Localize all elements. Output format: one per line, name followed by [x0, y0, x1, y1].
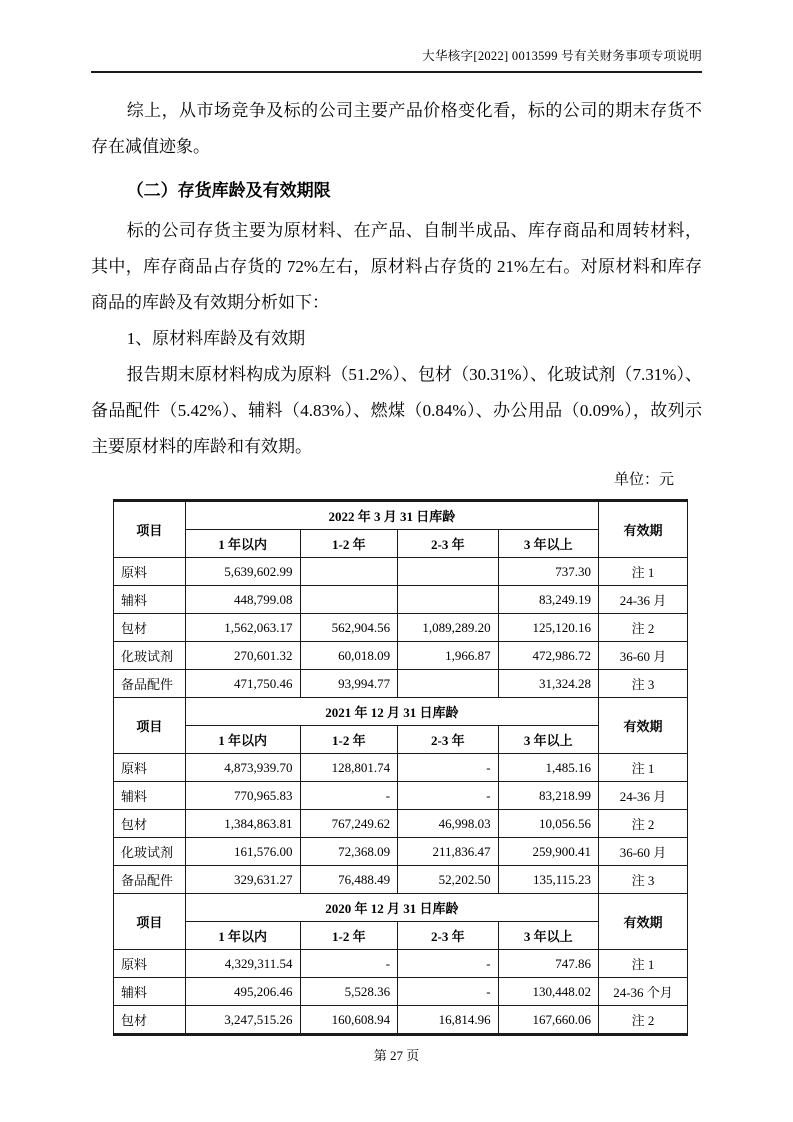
table-cell-date-header: 2022 年 3 月 31 日库龄 — [185, 501, 598, 530]
table-cell-validity: 注 2 — [599, 1006, 688, 1035]
table-cell-validity: 注 2 — [599, 810, 688, 838]
table-cell-validity-header: 有效期 — [599, 501, 688, 558]
table-row — [114, 586, 688, 614]
table-cell-value — [398, 586, 498, 614]
table-cell-age-header: 1 年以内 — [185, 922, 300, 950]
table-cell-age-header: 2-3 年 — [398, 726, 498, 754]
table-cell-date-header: 2020 年 12 月 31 日库龄 — [185, 894, 598, 922]
table-cell-item: 备品配件 — [114, 670, 186, 698]
table-cell-value: 770,965.83 — [185, 782, 300, 810]
header-title: 大华核字[2022] 0013599 号有关财务事项专项说明 — [422, 49, 702, 63]
table-cell-date-header: 2021 年 12 月 31 日库龄 — [185, 698, 598, 726]
table-cell-item: 包材 — [114, 810, 186, 838]
table-cell-value: 76,488.49 — [300, 866, 398, 894]
table-cell-value: 448,799.08 — [185, 586, 300, 614]
table-cell-value: 747.86 — [498, 950, 598, 978]
table-cell-item-header: 项目 — [114, 501, 186, 558]
table-cell-value: 83,249.19 — [498, 586, 598, 614]
table-cell-value: 495,206.46 — [185, 978, 300, 1006]
table-cell-validity: 24-36 个月 — [599, 978, 688, 1006]
table-header-row — [114, 698, 688, 726]
table-cell-validity: 注 1 — [599, 754, 688, 782]
table-cell-age-header: 1-2 年 — [300, 922, 398, 950]
table-cell-age-header: 1-2 年 — [300, 726, 398, 754]
table-cell-value: 52,202.50 — [398, 866, 498, 894]
table-cell-age-header: 2-3 年 — [398, 530, 498, 558]
table-section-2022 — [114, 501, 688, 698]
table-cell-item: 备品配件 — [114, 866, 186, 894]
table-row — [114, 1006, 688, 1035]
page-number: 第 27 页 — [373, 1048, 420, 1063]
table-cell-value: 737.30 — [498, 558, 598, 586]
table-row — [114, 866, 688, 894]
paragraph-conclusion: 综上，从市场竞争及标的公司主要产品价格变化看，标的公司的期末存货不存在减值迹象。 — [91, 101, 702, 156]
table-cell-age-header: 3 年以上 — [498, 530, 598, 558]
table-cell-age-header: 3 年以上 — [498, 726, 598, 754]
table-cell-item: 原料 — [114, 754, 186, 782]
table-cell-age-header: 3 年以上 — [498, 922, 598, 950]
table-cell-value: 767,249.62 — [300, 810, 398, 838]
table-cell-item: 化玻试剂 — [114, 642, 186, 670]
table-cell-item: 包材 — [114, 614, 186, 642]
table-cell-value: 259,900.41 — [498, 838, 598, 866]
table-cell-value: 329,631.27 — [185, 866, 300, 894]
table-cell-value: 471,750.46 — [185, 670, 300, 698]
table-cell-value: 161,576.00 — [185, 838, 300, 866]
table-cell-item: 原料 — [114, 558, 186, 586]
unit-label: 单位：元 — [613, 472, 674, 488]
table-cell-value: 3,247,515.26 — [185, 1006, 300, 1035]
table-section-2021 — [114, 698, 688, 894]
table-cell-age-header: 2-3 年 — [398, 922, 498, 950]
table-cell-value: - — [398, 978, 498, 1006]
table-row — [114, 670, 688, 698]
table-cell-item: 辅料 — [114, 978, 186, 1006]
table-cell-value: 72,368.09 — [300, 838, 398, 866]
table-cell-value: 5,639,602.99 — [185, 558, 300, 586]
table-row — [114, 978, 688, 1006]
table-cell-value: 1,485.16 — [498, 754, 598, 782]
page-header — [91, 46, 702, 73]
table-header-row — [114, 501, 688, 530]
table-cell-validity: 注 3 — [599, 670, 688, 698]
table-cell-item: 辅料 — [114, 586, 186, 614]
table-cell-age-header: 1 年以内 — [185, 530, 300, 558]
table-cell-value: 130,448.02 — [498, 978, 598, 1006]
table-cell-value: 125,120.16 — [498, 614, 598, 642]
table-cell-value: 93,994.77 — [300, 670, 398, 698]
table-cell-value: 31,324.28 — [498, 670, 598, 698]
table-cell-value: - — [398, 950, 498, 978]
table-cell-value: 167,660.06 — [498, 1006, 598, 1035]
table-cell-validity: 36-60 月 — [599, 838, 688, 866]
table-cell-value: 135,115.23 — [498, 866, 598, 894]
table-cell-value: 562,904.56 — [300, 614, 398, 642]
table-row — [114, 838, 688, 866]
table-cell-value: 472,986.72 — [498, 642, 598, 670]
table-cell-value: 1,562,063.17 — [185, 614, 300, 642]
table-row — [114, 754, 688, 782]
table-cell-value: 1,384,863.81 — [185, 810, 300, 838]
header-divider — [91, 71, 702, 73]
table-cell-value: 83,218.99 — [498, 782, 598, 810]
table-section-2020 — [114, 894, 688, 1035]
table-cell-validity: 24-36 月 — [599, 782, 688, 810]
heading-inventory-age-and-validity: （二）存货库龄及有效期限 — [126, 181, 331, 200]
table-cell-item: 化玻试剂 — [114, 838, 186, 866]
paragraph-inventory-composition: 标的公司存货主要为原材料、在产品、自制半成品、库存商品和周转材料，其中，库存商品占存货的 72%左右，原材料占存货的 21%左右。对原材料和库存商品的库龄及有效期分析如下： — [91, 221, 702, 312]
table-cell-validity: 注 3 — [599, 866, 688, 894]
table-cell-validity: 36-60 月 — [599, 642, 688, 670]
table-cell-age-header: 1-2 年 — [300, 530, 398, 558]
table-cell-value: - — [300, 782, 398, 810]
table-cell-value: 5,528.36 — [300, 978, 398, 1006]
table-row — [114, 642, 688, 670]
table-cell-validity-header: 有效期 — [599, 698, 688, 754]
table-cell-value: 1,089,289.20 — [398, 614, 498, 642]
table-cell-validity: 注 1 — [599, 558, 688, 586]
table-cell-validity: 注 2 — [599, 614, 688, 642]
table-cell-value: 4,329,311.54 — [185, 950, 300, 978]
table-header-row — [114, 894, 688, 922]
table-cell-value: - — [300, 950, 398, 978]
table-cell-value: 46,998.03 — [398, 810, 498, 838]
table-row — [114, 782, 688, 810]
table-row — [114, 558, 688, 586]
paragraph-raw-material-breakdown: 报告期末原材料构成为原料（51.2%）、包材（30.31%）、化玻试剂（7.31%）、备品配件（5.42%）、辅料（4.83%）、燃煤（0.84%）、办公用品（0.09%），故列示主要原材料的库龄和有效期。 — [91, 365, 702, 456]
table-row — [114, 810, 688, 838]
table-cell-value: - — [398, 754, 498, 782]
table-cell-value — [398, 558, 498, 586]
inventory-age-table — [113, 499, 688, 1036]
table-cell-value: - — [398, 782, 498, 810]
table-row — [114, 950, 688, 978]
table-cell-value — [300, 558, 398, 586]
table-cell-value: 1,966.87 — [398, 642, 498, 670]
table-cell-value: 60,018.09 — [300, 642, 398, 670]
table-cell-validity-header: 有效期 — [599, 894, 688, 950]
table-cell-age-header: 1 年以内 — [185, 726, 300, 754]
table-cell-value: 211,836.47 — [398, 838, 498, 866]
table-row — [114, 614, 688, 642]
table-cell-value — [398, 670, 498, 698]
table-cell-item-header: 项目 — [114, 698, 186, 754]
table-cell-value: 160,608.94 — [300, 1006, 398, 1035]
table-cell-item-header: 项目 — [114, 894, 186, 950]
subheading-raw-material-age: 1、原材料库龄及有效期 — [126, 329, 306, 348]
table-cell-value — [300, 586, 398, 614]
table-cell-item: 辅料 — [114, 782, 186, 810]
table-cell-value: 4,873,939.70 — [185, 754, 300, 782]
table-cell-value: 16,814.96 — [398, 1006, 498, 1035]
table-cell-item: 包材 — [114, 1006, 186, 1035]
table-cell-value: 270,601.32 — [185, 642, 300, 670]
table-cell-item: 原料 — [114, 950, 186, 978]
table-cell-validity: 24-36 月 — [599, 586, 688, 614]
table-cell-validity: 注 1 — [599, 950, 688, 978]
table-cell-value: 10,056.56 — [498, 810, 598, 838]
table-cell-value: 128,801.74 — [300, 754, 398, 782]
